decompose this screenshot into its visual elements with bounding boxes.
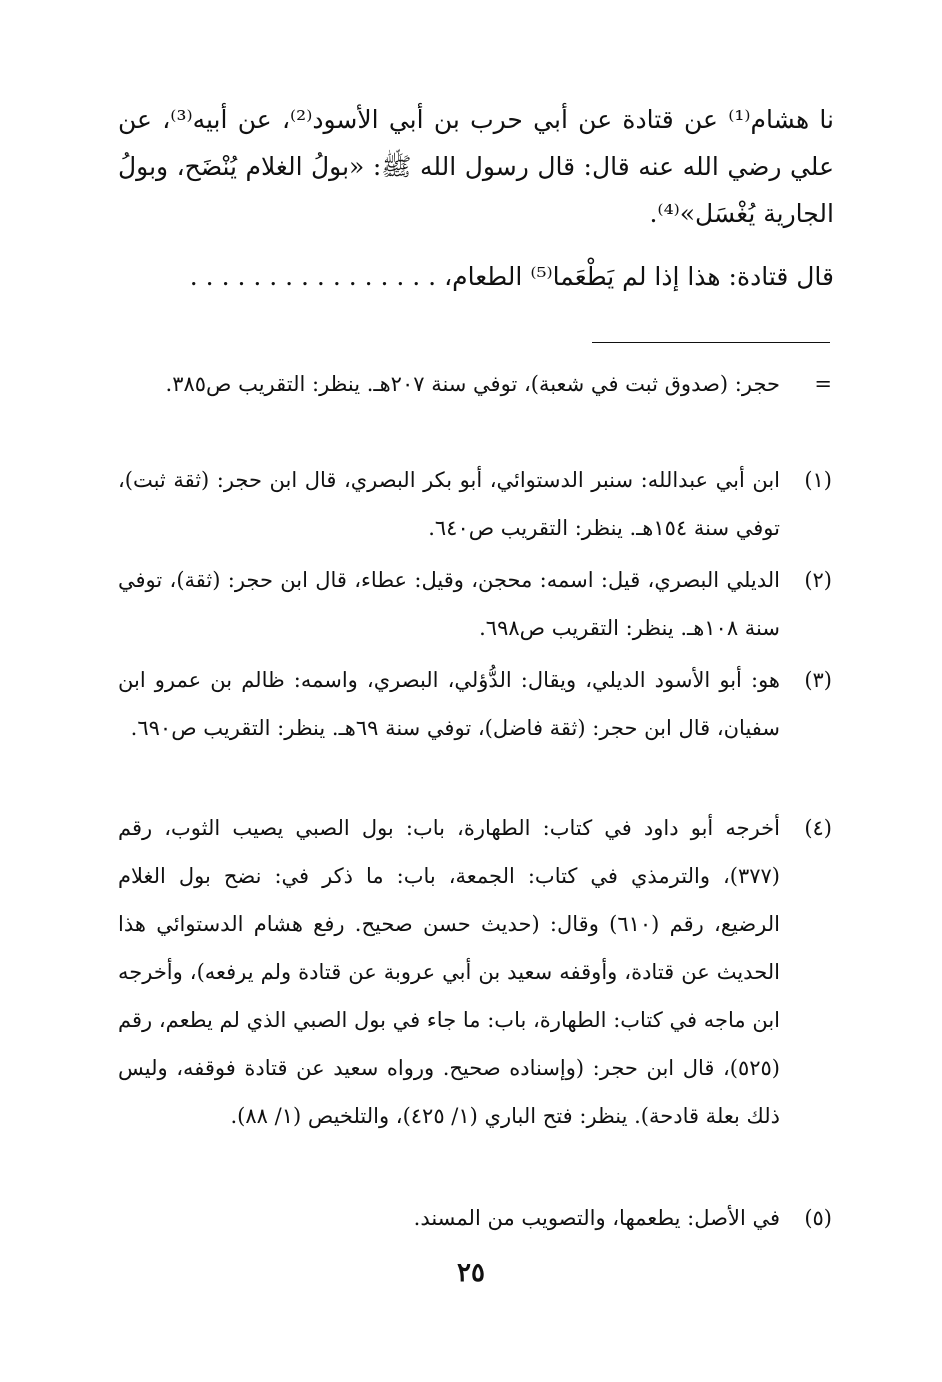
footnote-marker: =	[814, 372, 832, 396]
footnote-number: (٢)	[804, 568, 832, 592]
footnote-continued	[118, 360, 834, 408]
footnote-5	[118, 1194, 834, 1242]
footnote-number: (٣)	[804, 668, 832, 692]
hadith-paragraph: نا هشام⁽¹⁾ عن قتادة عن أبي حرب بن أبي الأسود⁽²⁾، عن أبيه⁽³⁾، عن علي رضي الله عنه قال: قال رسول الله ﷺ: «بولُ الغلام يُنْضَح، وبولُ الجارية يُغْسَل»⁽⁴⁾.	[118, 105, 834, 228]
qatada-statement: قال قتادة: هذا إذا لم يَطْعَما⁽⁵⁾ الطعام، . . . . . . . . . . . . . . . .	[189, 262, 834, 291]
main-text	[118, 96, 834, 300]
footnote-text: أخرجه أبو داود في كتاب: الطهارة، باب: بول الصبي يصيب الثوب، رقم (٣٧٧)، والترمذي في كتاب: الجمعة، باب: ما ذكر في: نضح بول الغلام الرضيع، رقم (٦١٠) وقال: (حديث حسن صحيح. رفع هشام الدستوائي هذا الحديث عن قتادة، وأوقفه سعيد بن أبي عروبة عن قتادة ولم يرفعه)، وأخرجه ابن ماجه في كتاب: الطهارة، باب: ما جاء في بول الصبي الذي لم يطعم، رقم (٥٢٥)، قال ابن حجر: (وإسناده صحيح. ورواه سعيد عن قتادة فوقفه، وليس ذلك بعلة قادحة). ينظر: فتح الباري (١/ ٤٢٥)، والتلخيص (١/ ٨٨).	[118, 816, 780, 1128]
footnote-text: ابن أبي عبدالله: سنبر الدستوائي، أبو بكر البصري، قال ابن حجر: (ثقة ثبت)، توفي سنة ١٥٤هـ. ينظر: التقريب ص٦٤٠.	[118, 468, 780, 540]
footnote-1	[118, 456, 834, 552]
footnote-text: حجر: (صدوق ثبت في شعبة)، توفي سنة ٢٠٧هـ. ينظر: التقريب ص٣٨٥.	[165, 372, 780, 396]
footnote-text: الديلي البصري، قيل: اسمه: محجن، وقيل: عطاء، قال ابن حجر: (ثقة)، توفي سنة ١٠٨هـ. ينظر: التقريب ص٦٩٨.	[118, 568, 780, 640]
footnote-text: في الأصل: يطعمها، والتصويب من المسند.	[413, 1206, 780, 1230]
page-number: ٢٥	[457, 1258, 485, 1288]
footnote-text: هو: أبو الأسود الديلي، ويقال: الدُّؤلي، البصري، واسمه: ظالم بن عمرو ابن سفيان، قال ابن حجر: (ثقة فاضل)، توفي سنة ٦٩هـ. ينظر: التقريب ص٦٩٠.	[118, 668, 780, 740]
footnote-number: (٥)	[804, 1206, 832, 1230]
footnote-number: (٤)	[804, 816, 832, 840]
footnote-3	[118, 656, 834, 752]
footnote-number: (١)	[804, 468, 832, 492]
footnote-separator	[592, 342, 830, 343]
footnote-2	[118, 556, 834, 652]
footnote-4	[118, 804, 834, 1140]
